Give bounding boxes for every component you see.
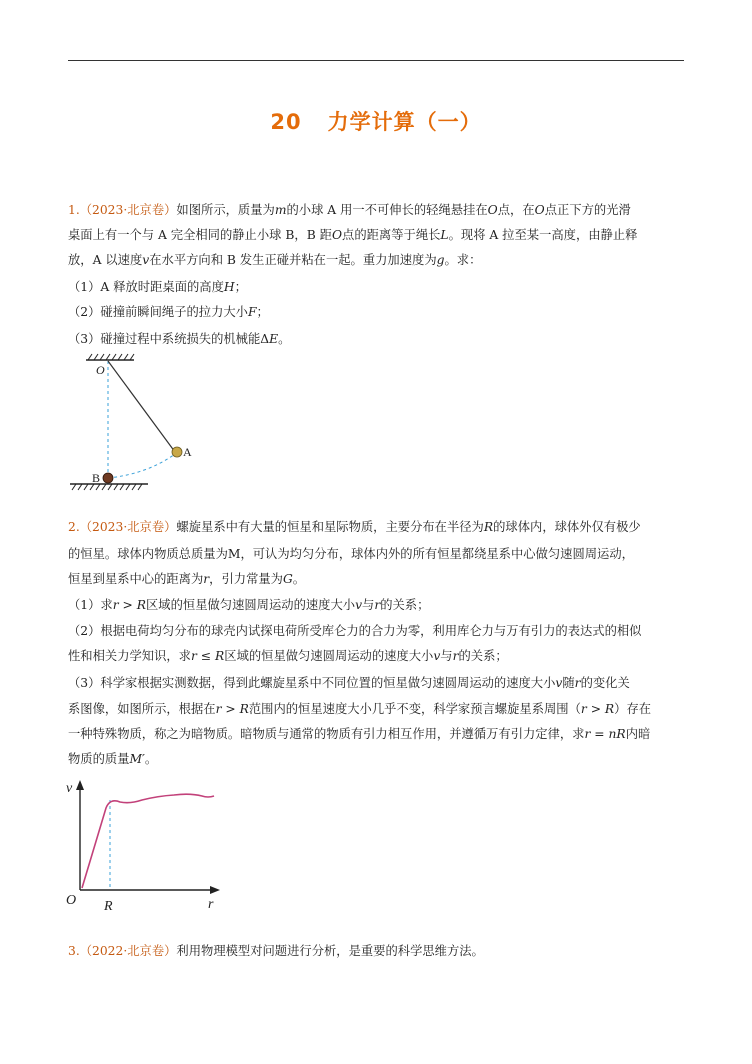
math-symbol: r bbox=[574, 676, 581, 690]
q1-part-1: （1）A 释放时距桌面的高度H； bbox=[68, 280, 247, 294]
math-symbol: r bbox=[203, 572, 210, 586]
section-title: 力学计算（一） bbox=[327, 110, 482, 134]
math-symbol: r bbox=[452, 649, 459, 663]
q1-fig-label-a: A bbox=[183, 445, 192, 459]
q2-part-3-line-0: （3）科学家根据实测数据，得到此螺旋星系中不同位置的恒星做匀速圆周运动的速度大小v随r的变化关 bbox=[68, 676, 630, 690]
q1-part-3: （3）碰撞过程中系统损失的机械能ΔE。 bbox=[68, 332, 291, 346]
q2-part-3-line-3: 物质的质量M′。 bbox=[68, 752, 158, 766]
top-rule bbox=[68, 60, 684, 61]
math-symbol: E bbox=[269, 332, 279, 346]
math-symbol: m bbox=[274, 203, 287, 217]
math-symbol: L bbox=[440, 228, 449, 242]
page-title bbox=[0, 106, 752, 136]
q2-line-1: 的恒星。球体内物质总质量为M，可认为均匀分布，球体内外的所有恒星都绕星系中心做匀速圆周运动， bbox=[68, 547, 634, 561]
section-number: 20 bbox=[270, 110, 302, 134]
math-symbol: r bbox=[584, 727, 591, 741]
q1-pendulum-figure bbox=[62, 350, 192, 495]
math-symbol: G bbox=[282, 572, 293, 586]
q1-tag: 1.（2023·北京卷） bbox=[68, 203, 177, 217]
math-symbol: F bbox=[247, 305, 257, 319]
q2-fig-label-v: v bbox=[66, 781, 73, 796]
math-symbol: v bbox=[555, 676, 563, 690]
q2-line-2: 恒星到星系中心的距离为r，引力常量为G。 bbox=[68, 572, 306, 586]
q2-velocity-figure bbox=[62, 776, 232, 916]
math-symbol: r bbox=[190, 649, 197, 663]
q2-part-2-line-0: （2）根据电荷均匀分布的球壳内试探电荷所受库仑力的合力为零，利用库仑力与万有引力的表达式的相似 bbox=[68, 624, 642, 638]
q2-part-1: （1）求r > R区域的恒星做匀速圆周运动的速度大小v与r的关系； bbox=[68, 598, 430, 612]
q2-part-3-line-1: 系图像，如图所示，根据在r > R范围内的恒星速度大小几乎不变，科学家预言螺旋星系周围（r > R）存在 bbox=[68, 702, 652, 716]
math-symbol: M′ bbox=[129, 752, 145, 766]
q1-line-0: 1.（2023·北京卷）如图所示，质量为m的小球 A 用一不可伸长的轻绳悬挂在O点，在O点正下方的光滑 bbox=[68, 203, 631, 217]
q2-line-0: 2.（2023·北京卷）螺旋星系中有大量的恒星和星际物质，主要分布在半径为R的球体内，球体外仅有极少 bbox=[68, 520, 641, 534]
math-symbol: O bbox=[487, 203, 498, 217]
math-symbol: R bbox=[239, 702, 249, 716]
math-symbol: R bbox=[604, 702, 615, 716]
math-symbol: g bbox=[436, 253, 445, 267]
q1-fig-label-b: B bbox=[92, 471, 101, 485]
math-symbol: H bbox=[223, 280, 235, 294]
math-symbol: R bbox=[215, 649, 225, 663]
math-symbol: r bbox=[112, 598, 119, 612]
math-symbol: v bbox=[433, 649, 441, 663]
q2-tag: 2.（2023·北京卷） bbox=[68, 520, 177, 534]
q1-line-2: 放，A 以速度v在水平方向和 B 发生正碰并粘在一起。重力加速度为g。求： bbox=[68, 253, 482, 267]
math-symbol: r bbox=[580, 702, 587, 716]
q1-part-2: （2）碰撞前瞬间绳子的拉力大小F； bbox=[68, 305, 269, 319]
q3-tag: 3.（2022·北京卷） bbox=[68, 944, 177, 958]
q1-fig-label-o: O bbox=[96, 363, 105, 377]
q2-fig-label-r: r bbox=[208, 897, 214, 912]
math-symbol: nR bbox=[608, 727, 626, 741]
math-symbol: R bbox=[483, 520, 494, 534]
q1-line-1: 桌面上有一个与 A 完全相同的静止小球 B，B 距O点的距离等于绳长L。现将 A 拉至某一高度，由静止释 bbox=[68, 228, 638, 242]
math-symbol: r bbox=[374, 598, 381, 612]
math-symbol: R bbox=[136, 598, 146, 612]
math-symbol: O bbox=[534, 203, 545, 217]
q2-part-3-line-2: 一种特殊物质，称之为暗物质。暗物质与通常的物质有引力相互作用，并遵循万有引力定律，求r = nR内暗 bbox=[68, 727, 651, 741]
math-symbol: v bbox=[142, 253, 150, 267]
math-symbol: r bbox=[215, 702, 222, 716]
q3-line-0: 3.（2022·北京卷）利用物理模型对问题进行分析，是重要的科学思维方法。 bbox=[68, 944, 484, 958]
q2-part-2-line-1: 性和相关力学知识，求r ≤ R区域的恒星做匀速圆周运动的速度大小v与r的关系； bbox=[68, 649, 508, 663]
q2-fig-label-o: O bbox=[66, 893, 77, 908]
math-symbol: O bbox=[331, 228, 343, 242]
q2-fig-label-R: R bbox=[104, 899, 113, 914]
math-symbol: v bbox=[355, 598, 363, 612]
